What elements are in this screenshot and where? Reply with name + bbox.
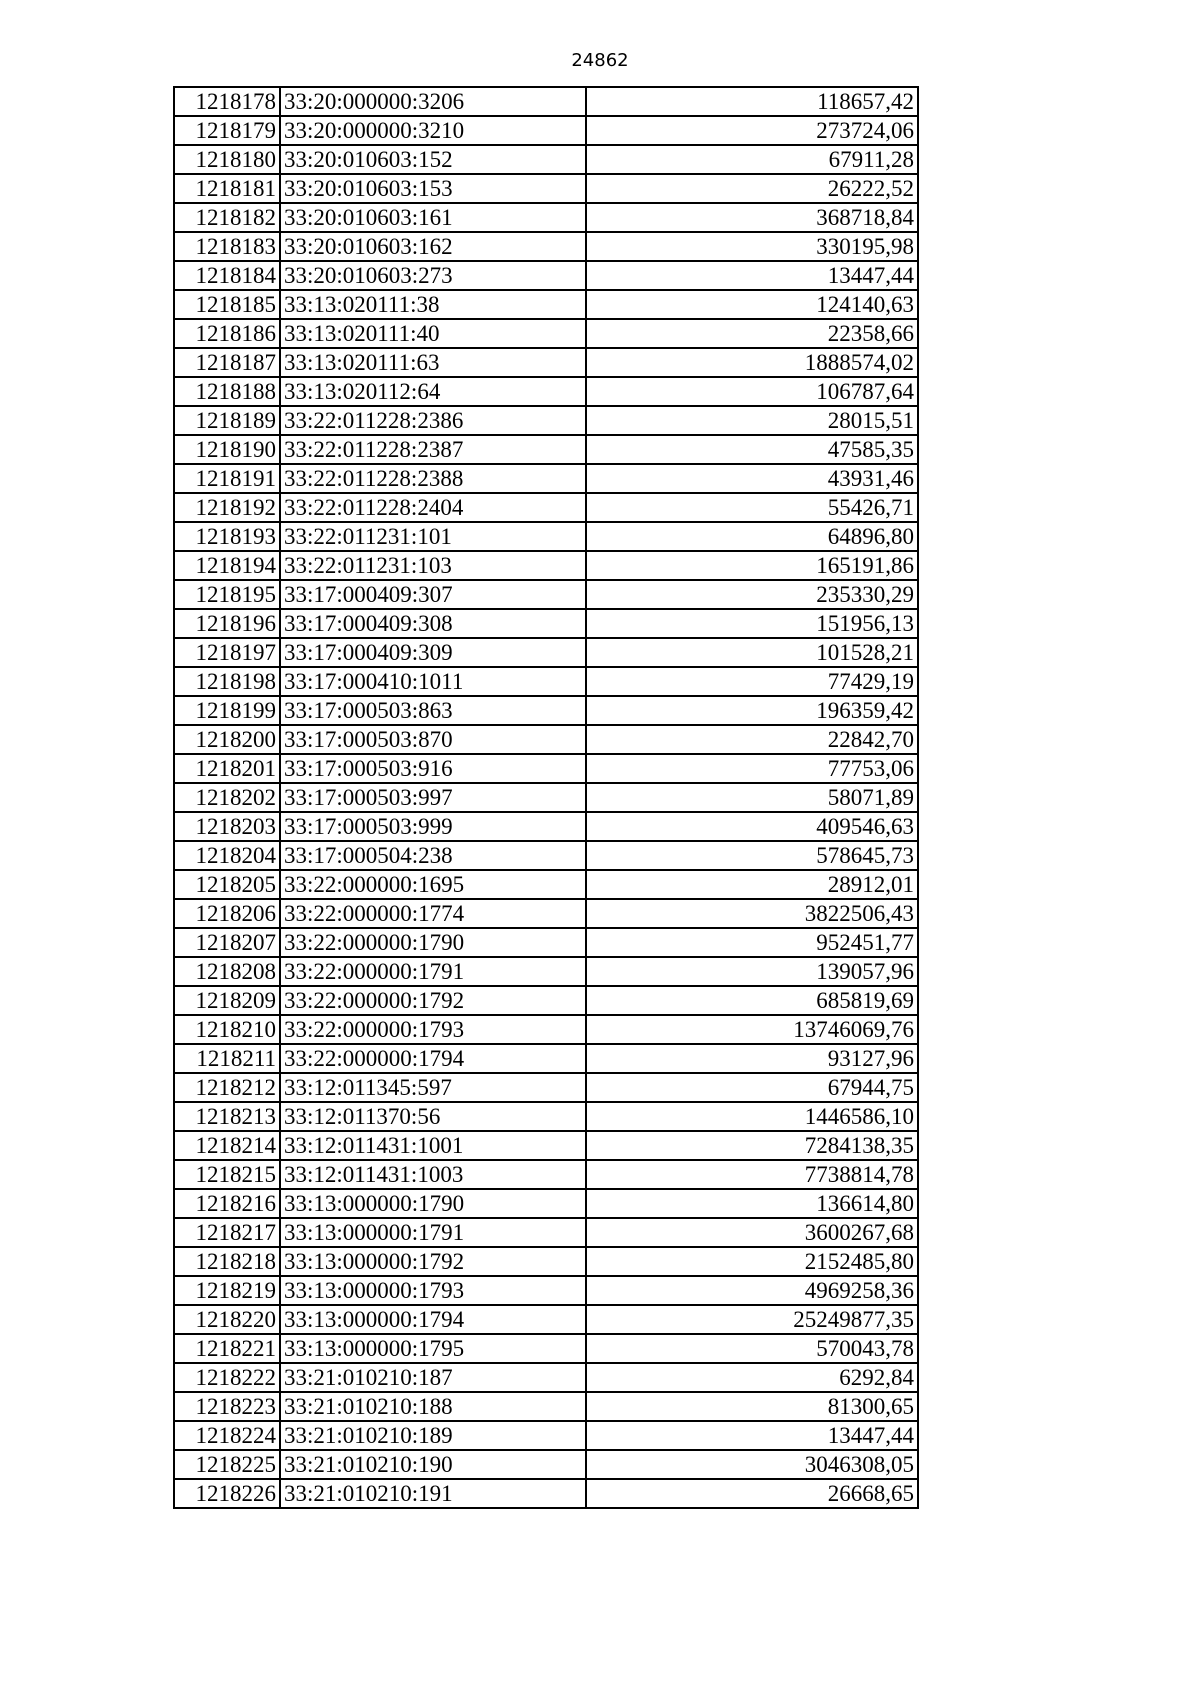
row-id-cell: 1218213 (174, 1102, 280, 1131)
table-row (174, 1131, 918, 1160)
table-row (174, 406, 918, 435)
table-row (174, 754, 918, 783)
cadastral-number-cell: 33:17:000503:997 (280, 783, 586, 812)
cadastral-value-cell: 151956,13 (586, 609, 918, 638)
table-row (174, 551, 918, 580)
row-id-cell: 1218211 (174, 1044, 280, 1073)
table-row (174, 957, 918, 986)
row-id-cell: 1218222 (174, 1363, 280, 1392)
table-row (174, 145, 918, 174)
row-id-cell: 1218200 (174, 725, 280, 754)
table-row (174, 522, 918, 551)
cadastral-number-cell: 33:17:000410:1011 (280, 667, 586, 696)
cadastral-number-cell: 33:21:010210:190 (280, 1450, 586, 1479)
cadastral-value-cell: 26668,65 (586, 1479, 918, 1508)
table-row (174, 116, 918, 145)
cadastral-number-cell: 33:22:000000:1794 (280, 1044, 586, 1073)
cadastral-value-cell: 3822506,43 (586, 899, 918, 928)
cadastral-number-cell: 33:17:000503:870 (280, 725, 586, 754)
row-id-cell: 1218203 (174, 812, 280, 841)
cadastral-number-cell: 33:22:011228:2386 (280, 406, 586, 435)
table-row (174, 1479, 918, 1508)
cadastral-number-cell: 33:17:000409:309 (280, 638, 586, 667)
row-id-cell: 1218185 (174, 290, 280, 319)
table-row (174, 1160, 918, 1189)
cadastral-number-cell: 33:17:000503:999 (280, 812, 586, 841)
cadastral-value-cell: 368718,84 (586, 203, 918, 232)
cadastral-number-cell: 33:17:000504:238 (280, 841, 586, 870)
row-id-cell: 1218226 (174, 1479, 280, 1508)
cadastral-number-cell: 33:20:000000:3210 (280, 116, 586, 145)
row-id-cell: 1218217 (174, 1218, 280, 1247)
table-row (174, 319, 918, 348)
cadastral-number-cell: 33:21:010210:188 (280, 1392, 586, 1421)
cadastral-value-cell: 13447,44 (586, 1421, 918, 1450)
cadastral-number-cell: 33:13:020111:38 (280, 290, 586, 319)
cadastral-number-cell: 33:12:011345:597 (280, 1073, 586, 1102)
cadastral-number-cell: 33:17:000409:308 (280, 609, 586, 638)
cadastral-value-cell: 93127,96 (586, 1044, 918, 1073)
row-id-cell: 1218224 (174, 1421, 280, 1450)
cadastral-value-cell: 101528,21 (586, 638, 918, 667)
cadastral-value-cell: 139057,96 (586, 957, 918, 986)
table-row (174, 261, 918, 290)
table-row (174, 493, 918, 522)
table-row (174, 1015, 918, 1044)
cadastral-number-cell: 33:13:000000:1793 (280, 1276, 586, 1305)
cadastral-value-cell: 330195,98 (586, 232, 918, 261)
table-row (174, 725, 918, 754)
table-row (174, 1218, 918, 1247)
table-row (174, 1276, 918, 1305)
cadastral-number-cell: 33:13:000000:1792 (280, 1247, 586, 1276)
table-row (174, 1102, 918, 1131)
row-id-cell: 1218204 (174, 841, 280, 870)
cadastral-number-cell: 33:22:011228:2404 (280, 493, 586, 522)
cadastral-value-cell: 273724,06 (586, 116, 918, 145)
table-row (174, 1334, 918, 1363)
cadastral-value-cell: 81300,65 (586, 1392, 918, 1421)
cadastral-value-cell: 77753,06 (586, 754, 918, 783)
cadastral-number-cell: 33:13:000000:1791 (280, 1218, 586, 1247)
table-row (174, 870, 918, 899)
row-id-cell: 1218209 (174, 986, 280, 1015)
cadastral-number-cell: 33:21:010210:191 (280, 1479, 586, 1508)
cadastral-value-cell: 6292,84 (586, 1363, 918, 1392)
row-id-cell: 1218220 (174, 1305, 280, 1334)
table-row (174, 928, 918, 957)
row-id-cell: 1218210 (174, 1015, 280, 1044)
table-row (174, 1044, 918, 1073)
table-row (174, 87, 918, 116)
table-row (174, 609, 918, 638)
cadastral-value-cell: 3046308,05 (586, 1450, 918, 1479)
cadastral-value-cell: 952451,77 (586, 928, 918, 957)
row-id-cell: 1218199 (174, 696, 280, 725)
row-id-cell: 1218178 (174, 87, 280, 116)
table-row (174, 1450, 918, 1479)
table-row (174, 812, 918, 841)
cadastral-value-cell: 2152485,80 (586, 1247, 918, 1276)
row-id-cell: 1218205 (174, 870, 280, 899)
table-row (174, 290, 918, 319)
cadastral-value-cell: 7738814,78 (586, 1160, 918, 1189)
table-row (174, 1247, 918, 1276)
row-id-cell: 1218194 (174, 551, 280, 580)
cadastral-number-cell: 33:20:010603:153 (280, 174, 586, 203)
table-row (174, 464, 918, 493)
cadastral-number-cell: 33:13:020111:40 (280, 319, 586, 348)
cadastral-value-cell: 1446586,10 (586, 1102, 918, 1131)
table-row (174, 435, 918, 464)
row-id-cell: 1218190 (174, 435, 280, 464)
row-id-cell: 1218219 (174, 1276, 280, 1305)
cadastral-number-cell: 33:22:000000:1790 (280, 928, 586, 957)
table-row (174, 1363, 918, 1392)
table-row (174, 1073, 918, 1102)
cadastral-value-cell: 4969258,36 (586, 1276, 918, 1305)
cadastral-number-cell: 33:22:000000:1792 (280, 986, 586, 1015)
table-row (174, 696, 918, 725)
row-id-cell: 1218208 (174, 957, 280, 986)
cadastral-value-cell: 22842,70 (586, 725, 918, 754)
row-id-cell: 1218207 (174, 928, 280, 957)
cadastral-value-cell: 578645,73 (586, 841, 918, 870)
row-id-cell: 1218184 (174, 261, 280, 290)
table-row (174, 1305, 918, 1334)
cadastral-number-cell: 33:13:000000:1790 (280, 1189, 586, 1218)
table-row (174, 348, 918, 377)
cadastral-number-cell: 33:20:010603:152 (280, 145, 586, 174)
cadastral-number-cell: 33:20:010603:273 (280, 261, 586, 290)
cadastral-number-cell: 33:21:010210:187 (280, 1363, 586, 1392)
cadastral-number-cell: 33:13:000000:1794 (280, 1305, 586, 1334)
cadastral-value-cell: 7284138,35 (586, 1131, 918, 1160)
row-id-cell: 1218214 (174, 1131, 280, 1160)
cadastral-value-cell: 25249877,35 (586, 1305, 918, 1334)
cadastral-value-cell: 1888574,02 (586, 348, 918, 377)
cadastral-number-cell: 33:13:020112:64 (280, 377, 586, 406)
cadastral-value-cell: 409546,63 (586, 812, 918, 841)
cadastral-value-cell: 77429,19 (586, 667, 918, 696)
cadastral-number-cell: 33:20:010603:161 (280, 203, 586, 232)
row-id-cell: 1218181 (174, 174, 280, 203)
row-id-cell: 1218179 (174, 116, 280, 145)
cadastral-value-cell: 118657,42 (586, 87, 918, 116)
cadastral-number-cell: 33:22:000000:1774 (280, 899, 586, 928)
cadastral-number-cell: 33:20:000000:3206 (280, 87, 586, 116)
row-id-cell: 1218225 (174, 1450, 280, 1479)
cadastral-number-cell: 33:22:011228:2387 (280, 435, 586, 464)
cadastral-number-cell: 33:13:000000:1795 (280, 1334, 586, 1363)
row-id-cell: 1218206 (174, 899, 280, 928)
page-number: 24862 (571, 50, 629, 71)
table-row (174, 203, 918, 232)
cadastral-value-cell: 58071,89 (586, 783, 918, 812)
table-row (174, 986, 918, 1015)
table-row (174, 174, 918, 203)
row-id-cell: 1218182 (174, 203, 280, 232)
cadastral-value-cell: 3600267,68 (586, 1218, 918, 1247)
row-id-cell: 1218201 (174, 754, 280, 783)
row-id-cell: 1218186 (174, 319, 280, 348)
table-row (174, 1189, 918, 1218)
cadastral-number-cell: 33:17:000409:307 (280, 580, 586, 609)
cadastral-value-cell: 235330,29 (586, 580, 918, 609)
cadastral-value-cell: 196359,42 (586, 696, 918, 725)
row-id-cell: 1218188 (174, 377, 280, 406)
row-id-cell: 1218183 (174, 232, 280, 261)
cadastral-value-cell: 43931,46 (586, 464, 918, 493)
cadastral-number-cell: 33:22:011228:2388 (280, 464, 586, 493)
row-id-cell: 1218192 (174, 493, 280, 522)
cadastral-value-cell: 67911,28 (586, 145, 918, 174)
cadastral-number-cell: 33:12:011370:56 (280, 1102, 586, 1131)
cadastral-number-cell: 33:22:000000:1695 (280, 870, 586, 899)
table-row (174, 580, 918, 609)
row-id-cell: 1218198 (174, 667, 280, 696)
row-id-cell: 1218215 (174, 1160, 280, 1189)
cadastral-value-cell: 64896,80 (586, 522, 918, 551)
row-id-cell: 1218189 (174, 406, 280, 435)
cadastral-value-cell: 124140,63 (586, 290, 918, 319)
table-row (174, 638, 918, 667)
table-row (174, 377, 918, 406)
table-row (174, 783, 918, 812)
row-id-cell: 1218180 (174, 145, 280, 174)
table-body (174, 87, 918, 1508)
cadastral-value-cell: 13447,44 (586, 261, 918, 290)
cadastral-value-cell: 28015,51 (586, 406, 918, 435)
cadastral-number-cell: 33:17:000503:916 (280, 754, 586, 783)
cadastral-number-cell: 33:21:010210:189 (280, 1421, 586, 1450)
table-row (174, 899, 918, 928)
cadastral-value-cell: 28912,01 (586, 870, 918, 899)
row-id-cell: 1218195 (174, 580, 280, 609)
table-row (174, 1421, 918, 1450)
row-id-cell: 1218218 (174, 1247, 280, 1276)
cadastral-value-cell: 165191,86 (586, 551, 918, 580)
row-id-cell: 1218221 (174, 1334, 280, 1363)
row-id-cell: 1218202 (174, 783, 280, 812)
cadastral-value-cell: 685819,69 (586, 986, 918, 1015)
row-id-cell: 1218193 (174, 522, 280, 551)
cadastral-value-cell: 570043,78 (586, 1334, 918, 1363)
row-id-cell: 1218212 (174, 1073, 280, 1102)
cadastral-number-cell: 33:13:020111:63 (280, 348, 586, 377)
cadastral-number-cell: 33:22:011231:103 (280, 551, 586, 580)
cadastral-value-cell: 136614,80 (586, 1189, 918, 1218)
cadastral-number-cell: 33:22:011231:101 (280, 522, 586, 551)
row-id-cell: 1218196 (174, 609, 280, 638)
cadastral-number-cell: 33:20:010603:162 (280, 232, 586, 261)
table-row (174, 841, 918, 870)
cadastral-number-cell: 33:22:000000:1791 (280, 957, 586, 986)
cadastral-number-cell: 33:12:011431:1003 (280, 1160, 586, 1189)
row-id-cell: 1218187 (174, 348, 280, 377)
row-id-cell: 1218216 (174, 1189, 280, 1218)
cadastral-value-cell: 67944,75 (586, 1073, 918, 1102)
cadastral-number-cell: 33:17:000503:863 (280, 696, 586, 725)
cadastral-value-table (173, 86, 919, 1509)
row-id-cell: 1218197 (174, 638, 280, 667)
row-id-cell: 1218191 (174, 464, 280, 493)
cadastral-value-cell: 47585,35 (586, 435, 918, 464)
cadastral-number-cell: 33:12:011431:1001 (280, 1131, 586, 1160)
cadastral-value-cell: 22358,66 (586, 319, 918, 348)
cadastral-value-cell: 13746069,76 (586, 1015, 918, 1044)
table-row (174, 667, 918, 696)
cadastral-number-cell: 33:22:000000:1793 (280, 1015, 586, 1044)
table-row (174, 1392, 918, 1421)
cadastral-value-cell: 106787,64 (586, 377, 918, 406)
cadastral-value-cell: 55426,71 (586, 493, 918, 522)
cadastral-value-cell: 26222,52 (586, 174, 918, 203)
table-row (174, 232, 918, 261)
row-id-cell: 1218223 (174, 1392, 280, 1421)
